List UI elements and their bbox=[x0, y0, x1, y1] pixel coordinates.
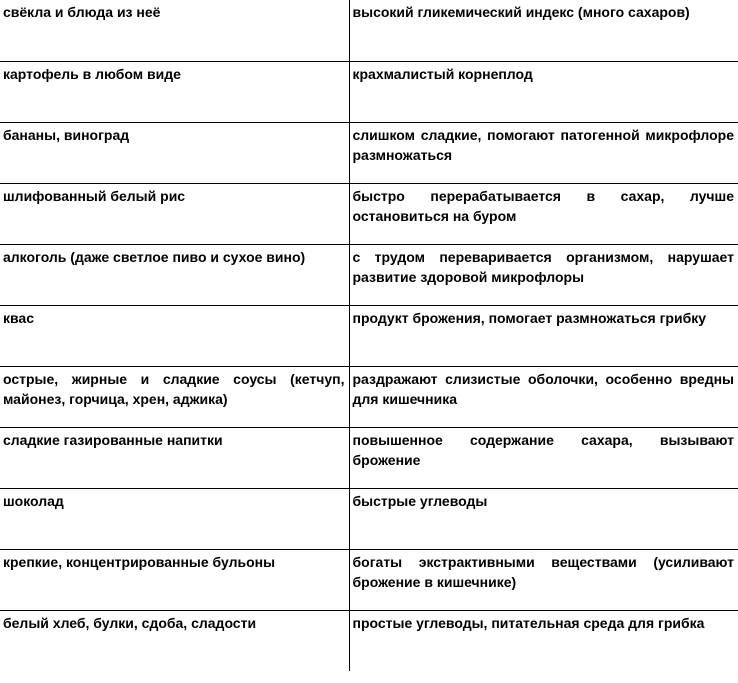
reason-cell: раздражают слизистые оболочки, особенно вредны для кишечника bbox=[349, 366, 738, 427]
reason-cell: быстро перерабатывается в сахар, лучше остановиться на буром bbox=[349, 183, 738, 244]
table-row bbox=[0, 0, 738, 61]
table-row bbox=[0, 305, 738, 366]
reason-cell: слишком сладкие, помогают патогенной микрофлоре размножаться bbox=[349, 122, 738, 183]
food-cell: сладкие газированные напитки bbox=[0, 427, 349, 488]
food-cell: бананы, виноград bbox=[0, 122, 349, 183]
table-row bbox=[0, 122, 738, 183]
food-cell: шлифованный белый рис bbox=[0, 183, 349, 244]
table-row bbox=[0, 366, 738, 427]
food-cell: свёкла и блюда из неё bbox=[0, 0, 349, 61]
food-cell: белый хлеб, булки, сдоба, сладости bbox=[0, 610, 349, 671]
food-cell: крепкие, концентрированные бульоны bbox=[0, 549, 349, 610]
food-cell: картофель в любом виде bbox=[0, 61, 349, 122]
reason-cell: крахмалистый корнеплод bbox=[349, 61, 738, 122]
food-cell: острые, жирные и сладкие соусы (кетчуп, майонез, горчица, хрен, аджика) bbox=[0, 366, 349, 427]
table-row bbox=[0, 244, 738, 305]
reason-cell: продукт брожения, помогает размножаться грибку bbox=[349, 305, 738, 366]
reason-cell: богаты экстрактивными веществами (усиливают брожение в кишечнике) bbox=[349, 549, 738, 610]
table-row bbox=[0, 610, 738, 671]
food-cell: квас bbox=[0, 305, 349, 366]
reason-cell: быстрые углеводы bbox=[349, 488, 738, 549]
table-row bbox=[0, 488, 738, 549]
reason-cell: с трудом переваривается организмом, нарушает развитие здоровой микрофлоры bbox=[349, 244, 738, 305]
table-row bbox=[0, 427, 738, 488]
reason-cell: простые углеводы, питательная среда для грибка bbox=[349, 610, 738, 671]
table-row bbox=[0, 183, 738, 244]
food-cell: шоколад bbox=[0, 488, 349, 549]
food-cell: алкоголь (даже светлое пиво и сухое вино) bbox=[0, 244, 349, 305]
reason-cell: высокий гликемический индекс (много сахаров) bbox=[349, 0, 738, 61]
reason-cell: повышенное содержание сахара, вызывают брожение bbox=[349, 427, 738, 488]
table-row bbox=[0, 61, 738, 122]
table-row bbox=[0, 549, 738, 610]
